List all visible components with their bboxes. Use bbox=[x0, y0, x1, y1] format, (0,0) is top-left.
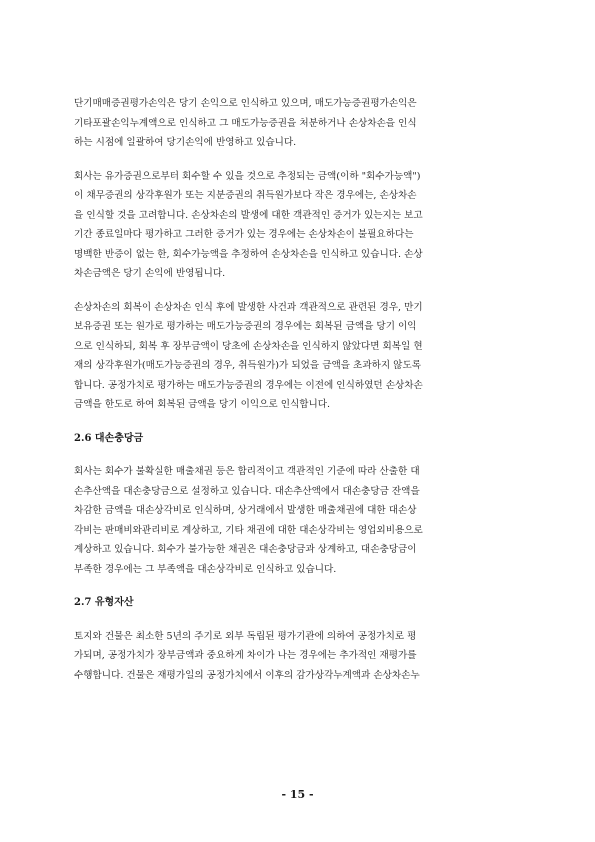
paragraph-impairment-loss bbox=[74, 167, 524, 284]
text-line: 금액을 한도로 하여 회복된 금액을 당기 이익으로 인식합니다. bbox=[74, 399, 331, 410]
text-line: 보유증권 또는 원가로 평가하는 매도가능증권의 경우에는 회복된 금액을 당기 이익 bbox=[74, 321, 417, 332]
section-heading-allowance: 2.6 대손충당금 bbox=[74, 432, 144, 444]
paragraph-securities-valuation bbox=[74, 94, 524, 153]
text-line: 부족한 경우에는 그 부족액을 대손상각비로 인식하고 있습니다. bbox=[74, 563, 337, 575]
text-line: 하는 시점에 일괄하여 당기손익에 반영하고 있습니다. bbox=[74, 137, 297, 148]
text-line: 회사는 유가증권으로부터 회수할 수 있을 것으로 추정되는 금액(이하 "회수가능액") bbox=[74, 170, 421, 182]
text-line: 손상차손의 회복이 손상차손 인식 후에 발생한 사건과 객관적으로 관련된 경우, 만기 bbox=[74, 301, 423, 313]
text-line: 단기매매증권평가손익은 당기 손익으로 인식하고 있으며, 매도가능증권평가손익은 bbox=[74, 98, 417, 109]
text-line: 계상하고 있습니다. 회수가 불가능한 채권은 대손충당금과 상계하고, 대손충당금이 bbox=[74, 544, 417, 555]
text-line: 기간 종료일마다 평가하고 그러한 증거가 있는 경우에는 손상차손이 불필요하다는 bbox=[74, 229, 414, 240]
text-line: 명백한 반증이 없는 한, 회수가능액을 추정하여 손상차손을 인식하고 있습니다. 손상 bbox=[74, 248, 423, 260]
text-line: 각비는 판매비와관리비로 계상하고, 기타 채권에 대한 대손상각비는 영업외비용으로 bbox=[74, 524, 423, 536]
section-heading-tangible-assets: 2.7 유형자산 bbox=[74, 597, 134, 608]
page-number: - 15 - bbox=[281, 788, 314, 801]
text-line: 차감한 금액을 대손상각비로 인식하며, 상거래에서 발생한 매출채권에 대한 대손상 bbox=[74, 505, 417, 516]
text-line: 손추산액을 대손충당금으로 설정하고 있습니다. 대손추산액에서 대손충당금 잔액을 bbox=[74, 485, 420, 497]
text-line: 으로 인식하되, 회복 후 장부금액이 당초에 손상차손을 인식하지 않았다면 회복일 현 bbox=[74, 340, 423, 352]
paragraph-allowance bbox=[74, 462, 524, 579]
text-line: 합니다. 공정가치로 평가하는 매도가능증권의 경우에는 이전에 인식하였던 손상차손 bbox=[74, 379, 423, 391]
text-line: 재의 상각후원가(매도가능증권의 경우, 취득원가)가 되었을 금액을 초과하지 않도록 bbox=[74, 360, 421, 371]
text-line: 회사는 회수가 불확실한 매출채권 등은 합리적이고 객관적인 기준에 따라 산출한 대 bbox=[74, 466, 420, 477]
text-line: 차손금액은 당기 손익에 반영됩니다. bbox=[74, 268, 226, 279]
text-line: 토지와 건물은 최소한 5년의 주기로 외부 독립된 평가기관에 의하여 공정가치로 평 bbox=[74, 630, 417, 642]
paragraph-tangible-assets bbox=[74, 627, 524, 686]
text-line: 을 인식할 것을 고려합니다. 손상차손의 발생에 대한 객관적인 증거가 있는지는 보고 bbox=[74, 209, 423, 221]
text-line: 기타포괄손익누계액으로 인식하고 그 매도가능증권을 처분하거나 손상차손을 인식 bbox=[74, 117, 417, 129]
page-content bbox=[74, 94, 524, 699]
text-line: 수행합니다. 건물은 재평가일의 공정가치에서 이후의 감가상각누계액과 손상차손누 bbox=[74, 669, 420, 681]
text-line: 가되며, 공정가치가 장부금액과 중요하게 차이가 나는 경우에는 추가적인 재평가를 bbox=[74, 650, 417, 661]
paragraph-impairment-recovery bbox=[74, 298, 524, 415]
text-line: 이 채무증권의 상각후원가 또는 지분증권의 취득원가보다 작은 경우에는, 손상차손 bbox=[74, 190, 417, 201]
